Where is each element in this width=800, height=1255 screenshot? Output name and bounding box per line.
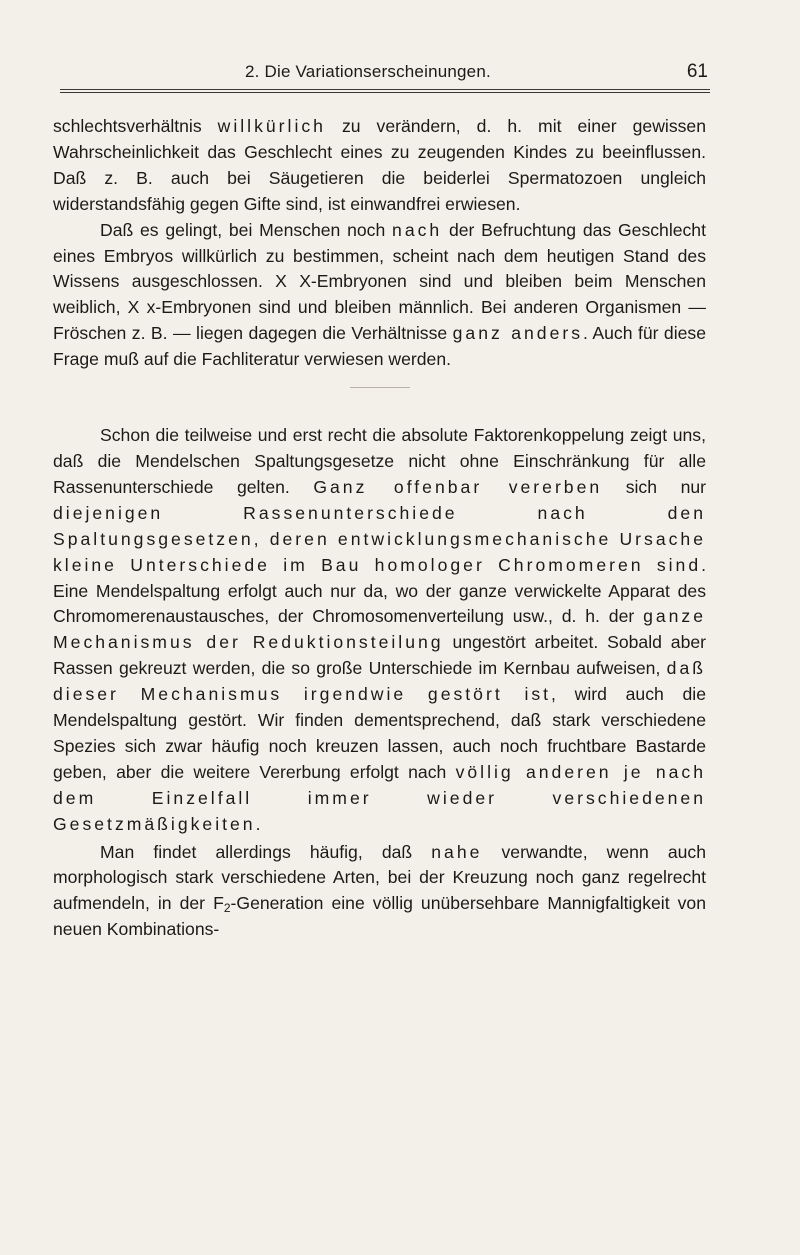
text-run: sich nur (602, 476, 706, 497)
text-run: , wird auch die Mendelspaltung gestört. Wir finden dementsprechend, daß stark verschiedene Spezies sich zwar häufig noch kreuzen lassen, auch noch fruchtbare Bastarde geben, aber die weitere Vererbung erfolgt nach (53, 684, 706, 782)
section-separator (53, 373, 706, 409)
spaced-emphasis: völlig anderen je nach dem Einzelfall immer wieder verschiedenen Gesetzmäßigkeiten (53, 761, 706, 834)
text-run: zu verändern, d. h. mit einer gewissen Wahrscheinlichkeit das Geschlecht eines zu zeugenden Kindes zu beeinflussen. Daß z. B. auch bei Säugetieren die beiderlei Spermatozoen ungleich widerstandsfähig gegen Gifte sind, ist einwandfrei erwiesen. (53, 116, 706, 214)
subscript: 2 (223, 901, 231, 916)
paragraph-3 (53, 423, 706, 838)
paragraph-4 (53, 840, 706, 944)
body-text (53, 114, 706, 943)
separator-line (350, 387, 410, 388)
paragraph-2 (53, 218, 706, 373)
running-head (60, 62, 710, 86)
text-run: -Generation eine völlig unübersehbare Mannigfaltigkeit von neuen Kombinations- (53, 893, 706, 940)
spaced-emphasis: ganz anders (452, 323, 584, 344)
text-run: ungestört arbeitet. Sobald aber Rassen gekreuzt werden, die so große Unterschiede im Kernbau aufweisen, (53, 632, 706, 679)
text-run: Daß es gelingt, bei Menschen noch (100, 219, 393, 240)
header-rule (60, 89, 710, 93)
spaced-emphasis: ganze Mechanismus der Reduktionsteilung (53, 606, 706, 653)
text-run: . Auch für diese Frage muß auf die Fachliteratur verwiesen werden. (53, 323, 706, 370)
text-run: Man findet allerdings häufig, daß (100, 841, 432, 862)
text-run: verwandte, wenn auch morphologisch stark verschiedene Arten, bei der Kreuzung noch ganz regelrecht aufmendeln, in der F (53, 841, 707, 914)
page-number: 61 (686, 61, 708, 82)
text-run: schlechtsverhältnis (53, 116, 218, 136)
text-run: . Eine Mendelspaltung erfolgt auch nur da, wo der ganze verwickelte Apparat des Chromomerenaustausches, der Chromosomenverteilung usw., d. h. der (53, 554, 706, 627)
spaced-emphasis: willkürlich (217, 116, 326, 136)
spacer (53, 409, 706, 423)
spaced-emphasis: Ganz offenbar vererben (313, 476, 603, 497)
text-run: Schon die teilweise und erst recht die absolute Faktorenkoppelung zeigt uns, daß die Mendelschen Spaltungsgesetze nicht ohne Einschränkung für alle Rassenunterschiede gelten. (53, 425, 706, 497)
chapter-title: 2. Die Variationserscheinungen. (245, 62, 491, 81)
spaced-emphasis: nach (392, 219, 443, 240)
spaced-emphasis: nahe (431, 841, 483, 862)
text-run: der Befruchtung das Geschlecht eines Embryos willkürlich zu bestimmen, scheint nach dem heutigen Stand des Wissens ausgeschlossen. X X-Embryonen sind und bleiben beim Menschen weiblich, X x-Embryonen sind und bleiben männlich. Bei anderen Organismen — Fröschen z. B. — liegen dagegen die Verhältnisse (53, 219, 706, 344)
spaced-emphasis: diejenigen Rassenunterschiede nach den Spaltungsgesetzen, deren entwicklungsmechanische Ursache kleine Unterschiede im Bau homologer Chromomeren sind (53, 502, 706, 575)
spaced-emphasis: daß dieser Mechanismus irgendwie gestört ist (53, 658, 706, 705)
paragraph-1 (53, 114, 706, 218)
text-run: . (255, 813, 261, 834)
